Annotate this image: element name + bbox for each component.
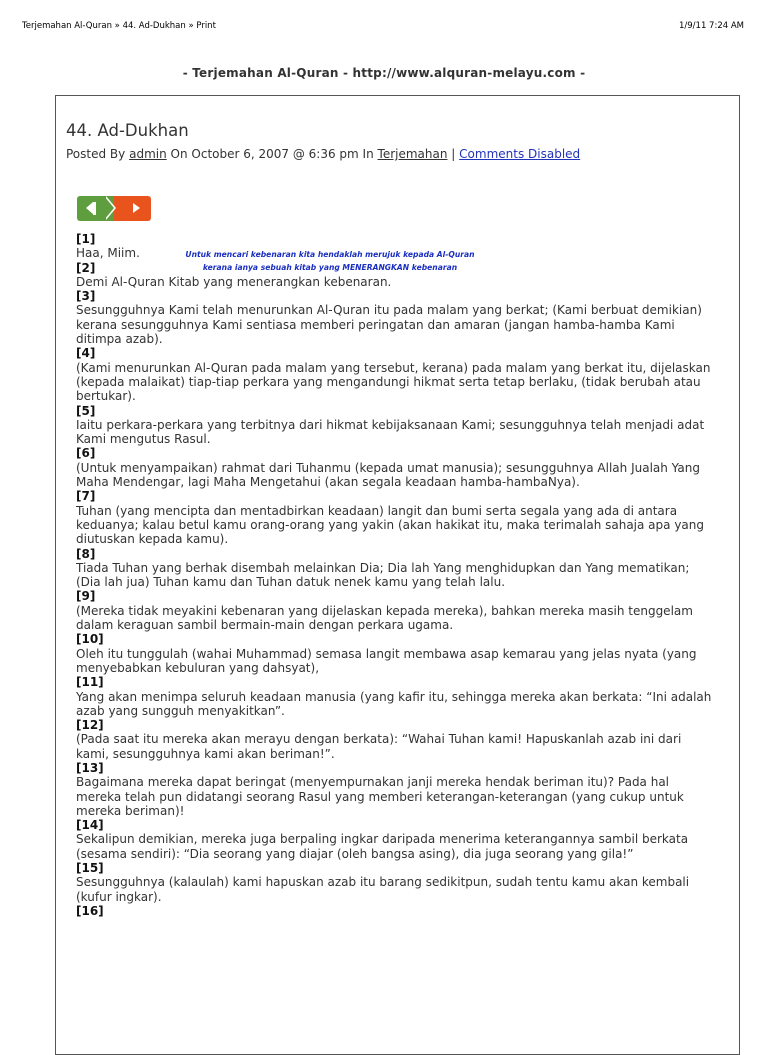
print-header <box>22 21 744 35</box>
verse-item <box>76 404 716 447</box>
verse-number: [16] <box>76 903 104 918</box>
verse-number: [11] <box>76 675 104 690</box>
meta-separator: | <box>451 147 456 161</box>
verse-text: Iaitu perkara-perkara yang terbitnya dari hikmat kebijaksanaan Kami; sesungguhnya telah menjadi adat Kami mengutus Rasul. <box>76 417 705 447</box>
verse-number: [7] <box>76 489 96 504</box>
annotation-line-1: Untuk mencari kebenaran kita hendaklah merujuk kepada Al-Quran <box>185 250 475 259</box>
verse-number: [15] <box>76 861 104 876</box>
verse-item <box>76 861 716 904</box>
verse-item <box>76 446 716 489</box>
previous-bar-icon <box>93 202 96 215</box>
post-title: 44. Ad-Dukhan <box>66 121 189 140</box>
verse-item <box>76 818 716 861</box>
print-page-title: Terjemahan Al-Quran » 44. Ad-Dukhan » Print <box>22 21 216 31</box>
category-link[interactable]: Terjemahan <box>377 147 448 161</box>
verse-item <box>76 489 716 546</box>
verse-text: (Pada saat itu mereka akan merayu dengan berkata): “Wahai Tuhan kami! Hapuskanlah azab ini dari kami, sesungguhnya kami akan beriman!”. <box>76 732 682 761</box>
verse-text: Tiada Tuhan yang berhak disembah melainkan Dia; Dia lah Yang menghidupkan dan Yang mematikan; (Dia lah jua) Tuhan kamu dan Tuhan datuk nenek kamu yang telah lalu. <box>76 560 690 590</box>
verse-number: [5] <box>76 403 96 418</box>
verse-text: (Untuk menyampaikan) rahmat dari Tuhanmu (kepada umat manusia); sesungguhnya Allah Jualah Yang Maha Mendengar, lagi Maha Mengetahui (akan segala keadaan hamba-hambaNya). <box>76 460 700 490</box>
verse-item <box>76 346 716 403</box>
verse-text: Sesungguhnya (kalaulah) kami hapuskan azab itu barang sedikitpun, sudah tentu kamu akan kembali (kufur ingkar). <box>76 875 690 904</box>
verse-number: [14] <box>76 818 104 833</box>
verse-text: Sesungguhnya Kami telah menurunkan Al-Quran itu pada malam yang berkat; (Kami berbuat demikian) kerana sesungguhnya Kami sentiasa memberi peringatan dan amaran (jangan hamba-hamba Kami ditimpa azab). <box>76 303 702 347</box>
verse-text: Haa, Miim. <box>76 246 140 261</box>
verse-number: [6] <box>76 446 96 461</box>
verse-number: [8] <box>76 546 96 561</box>
verse-number: [2] <box>76 260 96 275</box>
verse-number: [12] <box>76 718 104 733</box>
next-arrow-icon <box>133 203 140 213</box>
previous-arrow-icon <box>86 202 93 214</box>
posted-by-label: Posted By <box>66 147 126 161</box>
comments-link[interactable]: Comments Disabled <box>459 147 581 161</box>
verse-number: [9] <box>76 589 96 604</box>
verse-number: [1] <box>76 232 96 246</box>
verse-text: (Mereka tidak meyakini kebenaran yang dijelaskan kepada mereka), bahkan mereka masih tenggelam dalam keraguan sambil bermain-main dengan perkara ugama. <box>76 603 693 633</box>
site-title: - Terjemahan Al-Quran - http://www.alquran-melayu.com - <box>182 66 586 80</box>
verse-number: [10] <box>76 632 104 647</box>
verse-text: Tuhan (yang mencipta dan mentadbirkan keadaan) langit dan bumi serta segala yang ada di antara keduanya; kalau betul kamu orang-orang yang yakin (akan hakikat itu, maka terimalah sahaja apa yang diutuskan kepada kamu). <box>76 503 704 547</box>
verse-list <box>76 232 716 918</box>
verse-text: Bagaimana mereka dapat beringat (menyempurnakan janji mereka hendak beriman itu)? Pada hal mereka telah pun didatangi seorang Rasul yang memberi keterangan-keterangan (yang cukup untuk mereka beriman)! <box>76 775 684 818</box>
verse-item <box>76 232 716 261</box>
verse-item <box>76 289 716 346</box>
verse-item <box>76 718 716 761</box>
verse-item <box>76 675 716 718</box>
post-meta <box>66 147 580 161</box>
verse-item <box>76 547 716 590</box>
author-link[interactable]: admin <box>129 147 167 161</box>
verse-text: Oleh itu tunggulah (wahai Muhammad) semasa langit membawa asap kemarau yang jelas nyata (yang menyebabkan kebuluran yang dahsyat), <box>76 646 697 675</box>
chevron-divider-fill-icon <box>104 196 114 220</box>
post-date-text: On October 6, 2007 @ 6:36 pm In <box>170 147 374 161</box>
verse-number: [4] <box>76 346 96 361</box>
print-footer <box>22 1019 744 1029</box>
verse-item <box>76 904 716 918</box>
annotation-line-2: kerana ianya sebuah kitab yang MENERANGKAN kebenaran <box>202 263 458 272</box>
verse-text: Demi Al-Quran Kitab yang menerangkan kebenaran. <box>76 274 392 289</box>
next-button[interactable] <box>114 196 151 221</box>
verse-item <box>76 632 716 675</box>
verse-item <box>76 261 716 290</box>
verse-nav-buttons <box>77 196 151 221</box>
print-datetime: 1/9/11 7:24 AM <box>679 21 744 31</box>
verse-text: Yang akan menimpa seluruh keadaan manusia (yang kafir itu, sehingga mereka akan berkata: “Ini adalah azab yang sungguh menyakitkan”. <box>76 689 712 718</box>
verse-number: [3] <box>76 289 96 304</box>
verse-number: [13] <box>76 760 104 775</box>
verse-text: (Kami menurunkan Al-Quran pada malam yang tersebut, kerana) pada malam yang berkat itu, dijelaskan (kepada malaikat) tiap-tiap perkara yang mengandungi hikmat serta tetap berlaku, (tidak berubah atau bertukar). <box>76 360 711 404</box>
verse-text: Sekalipun demikian, mereka juga berpaling ingkar daripada menerima keterangannya sambil berkata (sesama sendiri): “Dia seorang yang diajar (oleh bangsa asing), dia juga seorang yang gila!” <box>76 832 689 861</box>
verse-item <box>76 761 716 818</box>
verse-item <box>76 589 716 632</box>
